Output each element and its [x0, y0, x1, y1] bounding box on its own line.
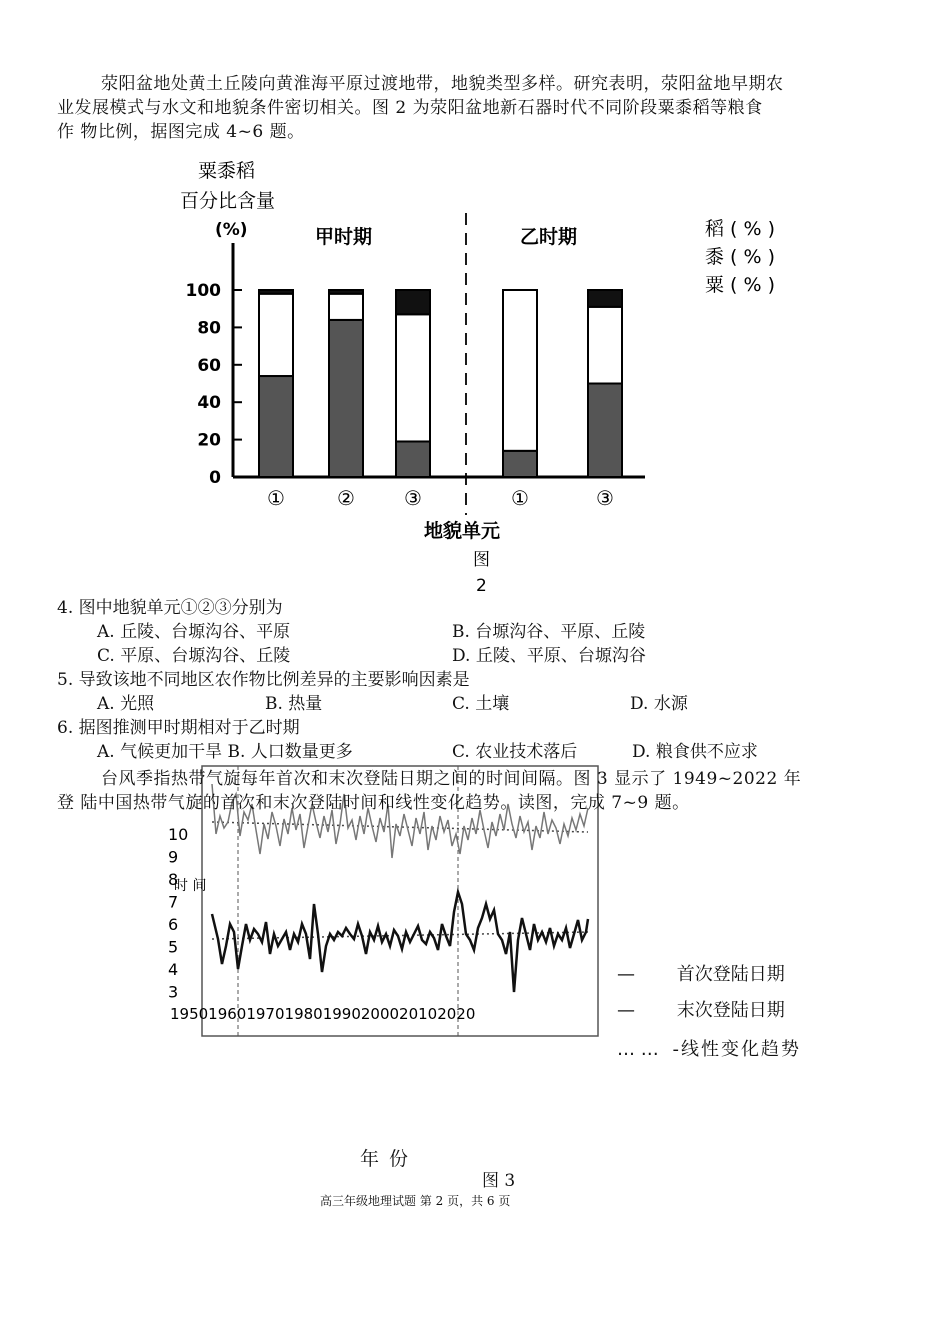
- bar-segment-dao: [259, 290, 293, 294]
- line-y-tick-label: 3: [168, 982, 179, 1002]
- bar-segment-shu: [396, 314, 430, 441]
- bar-segment-dao: [396, 290, 430, 314]
- q4-option-b: B. 台塬沟谷、平原、丘陵: [452, 622, 646, 642]
- bars: [259, 290, 622, 477]
- y-tick-label: 20: [197, 430, 221, 451]
- y-tick-label: 60: [197, 355, 221, 376]
- figure-2-caption-2: 2: [476, 576, 487, 596]
- bar-segment-su: [259, 376, 293, 477]
- q6-option-ab: A. 气候更加干旱 B. 人口数量更多: [97, 742, 353, 762]
- q5-option-b: B. 热量: [265, 694, 323, 714]
- legend-last-landing: [617, 996, 785, 1022]
- q6-option-d: D. 粮食供不应求: [632, 742, 758, 762]
- x-axis-label: 年 份: [360, 1148, 411, 1170]
- bar-segment-shu: [259, 294, 293, 376]
- figure-2-bar-chart: [160, 155, 860, 605]
- legend-mark-first: —: [617, 964, 635, 985]
- x-tick-label: ②: [337, 486, 355, 510]
- q5-option-c: C. 土壤: [452, 694, 510, 714]
- line-y-tick-label: 9: [168, 847, 179, 867]
- x-tick-labels: 19501960197019801990200020102020: [170, 1005, 476, 1023]
- bar-segment-shu: [588, 307, 622, 384]
- line-y-ticks: [168, 825, 188, 1002]
- legend-rice: 稻 ( % ): [705, 218, 775, 240]
- legend-label-last: 末次登陆日期: [676, 1000, 785, 1021]
- bar-segment-shu: [503, 290, 537, 451]
- intro-paragraph-2: [57, 767, 917, 815]
- intro-line-2: 业发展模式与水文和地貌条件密切相关。图 2 为荥阳盆地新石器时代不同阶段粟黍稻等粮食: [57, 98, 763, 118]
- x-tick-label: ①: [267, 486, 285, 510]
- legend-first-landing: [617, 960, 785, 986]
- line-y-tick-label: 6: [168, 915, 179, 934]
- y-tick-label: 80: [197, 318, 221, 339]
- xlabel: 地貌单元: [424, 520, 501, 542]
- bar-segment-dao: [329, 290, 363, 294]
- line-y-tick-label: 10: [168, 825, 189, 844]
- y-tick-label: 40: [197, 393, 221, 414]
- question-5-stem: 5. 导致该地不同地区农作物比例差异的主要影响因素是: [57, 670, 470, 690]
- y-tick-label: 0: [209, 468, 221, 488]
- legend-label-first: 首次登陆日期: [676, 964, 785, 985]
- period-label-jia: 甲时期: [315, 226, 373, 248]
- line-y-tick-label: 8: [168, 870, 179, 889]
- x-tick-label: ③: [596, 486, 614, 510]
- bar-segment-dao: [588, 290, 622, 307]
- line-y-tick-label: 4: [168, 960, 179, 979]
- bar-segment-su: [396, 441, 430, 477]
- intro-line-1: 荥阳盆地处黄土丘陵向黄淮海平原过渡地带，地貌类型多样。研究表明，荥阳盆地早期农: [101, 74, 784, 94]
- x-tick-label: ①: [511, 486, 529, 510]
- question-6-stem: 6. 据图推测甲时期相对于乙时期: [57, 718, 300, 738]
- intro2-line-2: 登 陆中国热带气旋的首次和末次登陆时间和线性变化趋势。读图，完成 7~9 题。: [57, 793, 690, 813]
- figure-3-caption: 图 3: [482, 1171, 516, 1191]
- ylabel-unit: (%): [215, 220, 248, 240]
- legend-mark-last: —: [617, 1000, 635, 1021]
- legend-millet: 粟 ( % ): [705, 274, 775, 296]
- bar-segment-shu: [329, 294, 363, 320]
- legend-trend: [617, 1032, 817, 1068]
- q4-option-d: D. 丘陵、平原、台塬沟谷: [452, 646, 646, 666]
- period-label-yi: 乙时期: [520, 226, 578, 248]
- legend-mark-trend: … …: [617, 1039, 659, 1060]
- legend-broomcorn: 黍 ( % ): [705, 246, 775, 268]
- bar-segment-su: [588, 384, 622, 478]
- q4-option-a: A. 丘陵、台塬沟谷、平原: [97, 622, 291, 642]
- q4-option-c: C. 平原、台塬沟谷、丘陵: [97, 646, 291, 666]
- figure-2-caption-1: 图: [473, 550, 490, 570]
- x-tick-label: ③: [404, 486, 422, 510]
- line-y-tick-label: 5: [168, 937, 179, 957]
- question-4-stem: 4. 图中地貌单元①②③分别为: [57, 598, 283, 618]
- line-y-tick-label: 7: [168, 892, 179, 912]
- intro-paragraph-1: [57, 72, 917, 144]
- x-ticks: [267, 486, 614, 510]
- ylabel-line2: 百分比含量: [180, 190, 276, 212]
- intro-line-3: 作 物比例，据图完成 4~6 题。: [57, 122, 305, 142]
- y-tick-label: 100: [185, 281, 221, 301]
- bar-segment-su: [503, 451, 537, 477]
- intro2-line-1: 台风季指热带气旋每年首次和末次登陆日期之间的时间间隔。图 3 显示了 1949~2022 年: [101, 769, 802, 789]
- q5-option-a: A. 光照: [97, 694, 155, 714]
- bar-segment-su: [329, 320, 363, 477]
- ylabel-line1: 粟黍稻: [198, 160, 256, 182]
- legend-label-trend: -线性变化趋势: [672, 1039, 801, 1060]
- q5-option-d: D. 水源: [630, 694, 688, 714]
- page-footer: 高三年级地理试题 第 2 页，共 6 页: [320, 1194, 511, 1208]
- q6-option-c: C. 农业技术落后: [452, 742, 578, 762]
- y-axis-label: 时 间: [174, 878, 207, 894]
